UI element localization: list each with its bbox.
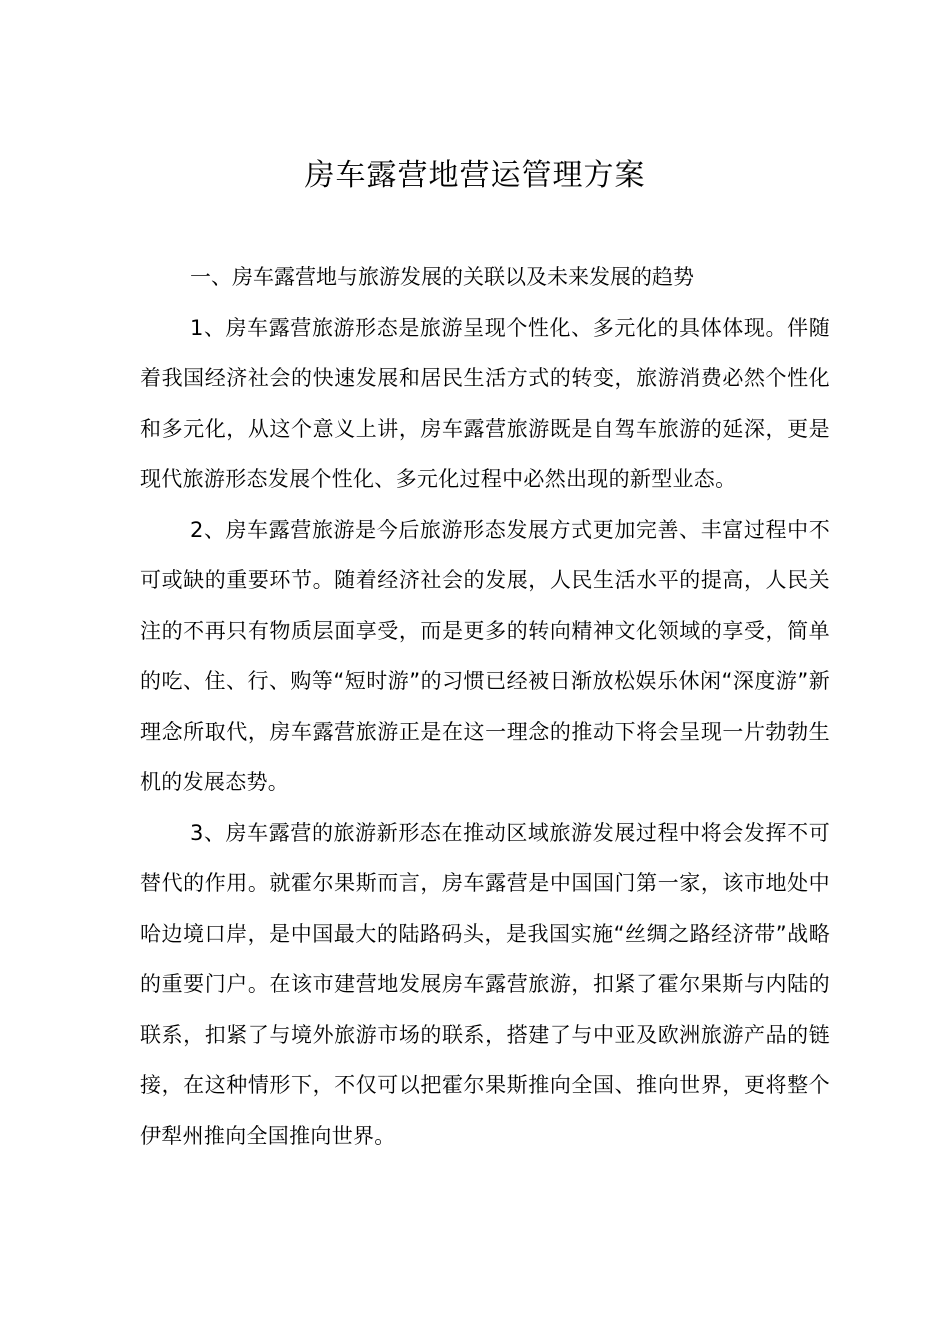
paragraph-1: 1、房车露营旅游形态是旅游呈现个性化、多元化的具体体现。伴随着我国经济社会的快速发展和居民生活方式的转变，旅游消费必然个性化和多元化，从这个意义上讲，房车露营旅游既是自驾车旅游的延深，更是现代旅游形态发展个性化、多元化过程中必然出现的新型业态。	[140, 315, 830, 491]
document-title: 房车露营地营运管理方案	[304, 158, 646, 193]
document-body	[140, 252, 830, 1161]
section-heading: 一、房车露营地与旅游发展的关联以及未来发展的趋势	[190, 265, 694, 289]
paragraph-3: 3、房车露营的旅游新形态在推动区域旅游发展过程中将会发挥不可替代的作用。就霍尔果斯而言，房车露营是中国国门第一家，该市地处中哈边境口岸，是中国最大的陆路码头，是我国实施“丝绸之路经济带”战略的重要门户。在该市建营地发展房车露营旅游，扣紧了霍尔果斯与内陆的联系，扣紧了与境外旅游市场的联系，搭建了与中亚及欧洲旅游产品的链接，在这种情形下，不仅可以把霍尔果斯推向全国、推向世界，更将整个伊犁州推向全国推向世界。	[140, 820, 830, 1148]
paragraph-2: 2、房车露营旅游是今后旅游形态发展方式更加完善、丰富过程中不可或缺的重要环节。随着经济社会的发展，人民生活水平的提高，人民关注的不再只有物质层面享受，而是更多的转向精神文化领域的享受，简单的吃、住、行、购等“短时游”的习惯已经被日渐放松娱乐休闲“深度游”新理念所取代，房车露营旅游正是在这一理念的推动下将会呈现一片勃勃生机的发展态势。	[140, 517, 830, 794]
